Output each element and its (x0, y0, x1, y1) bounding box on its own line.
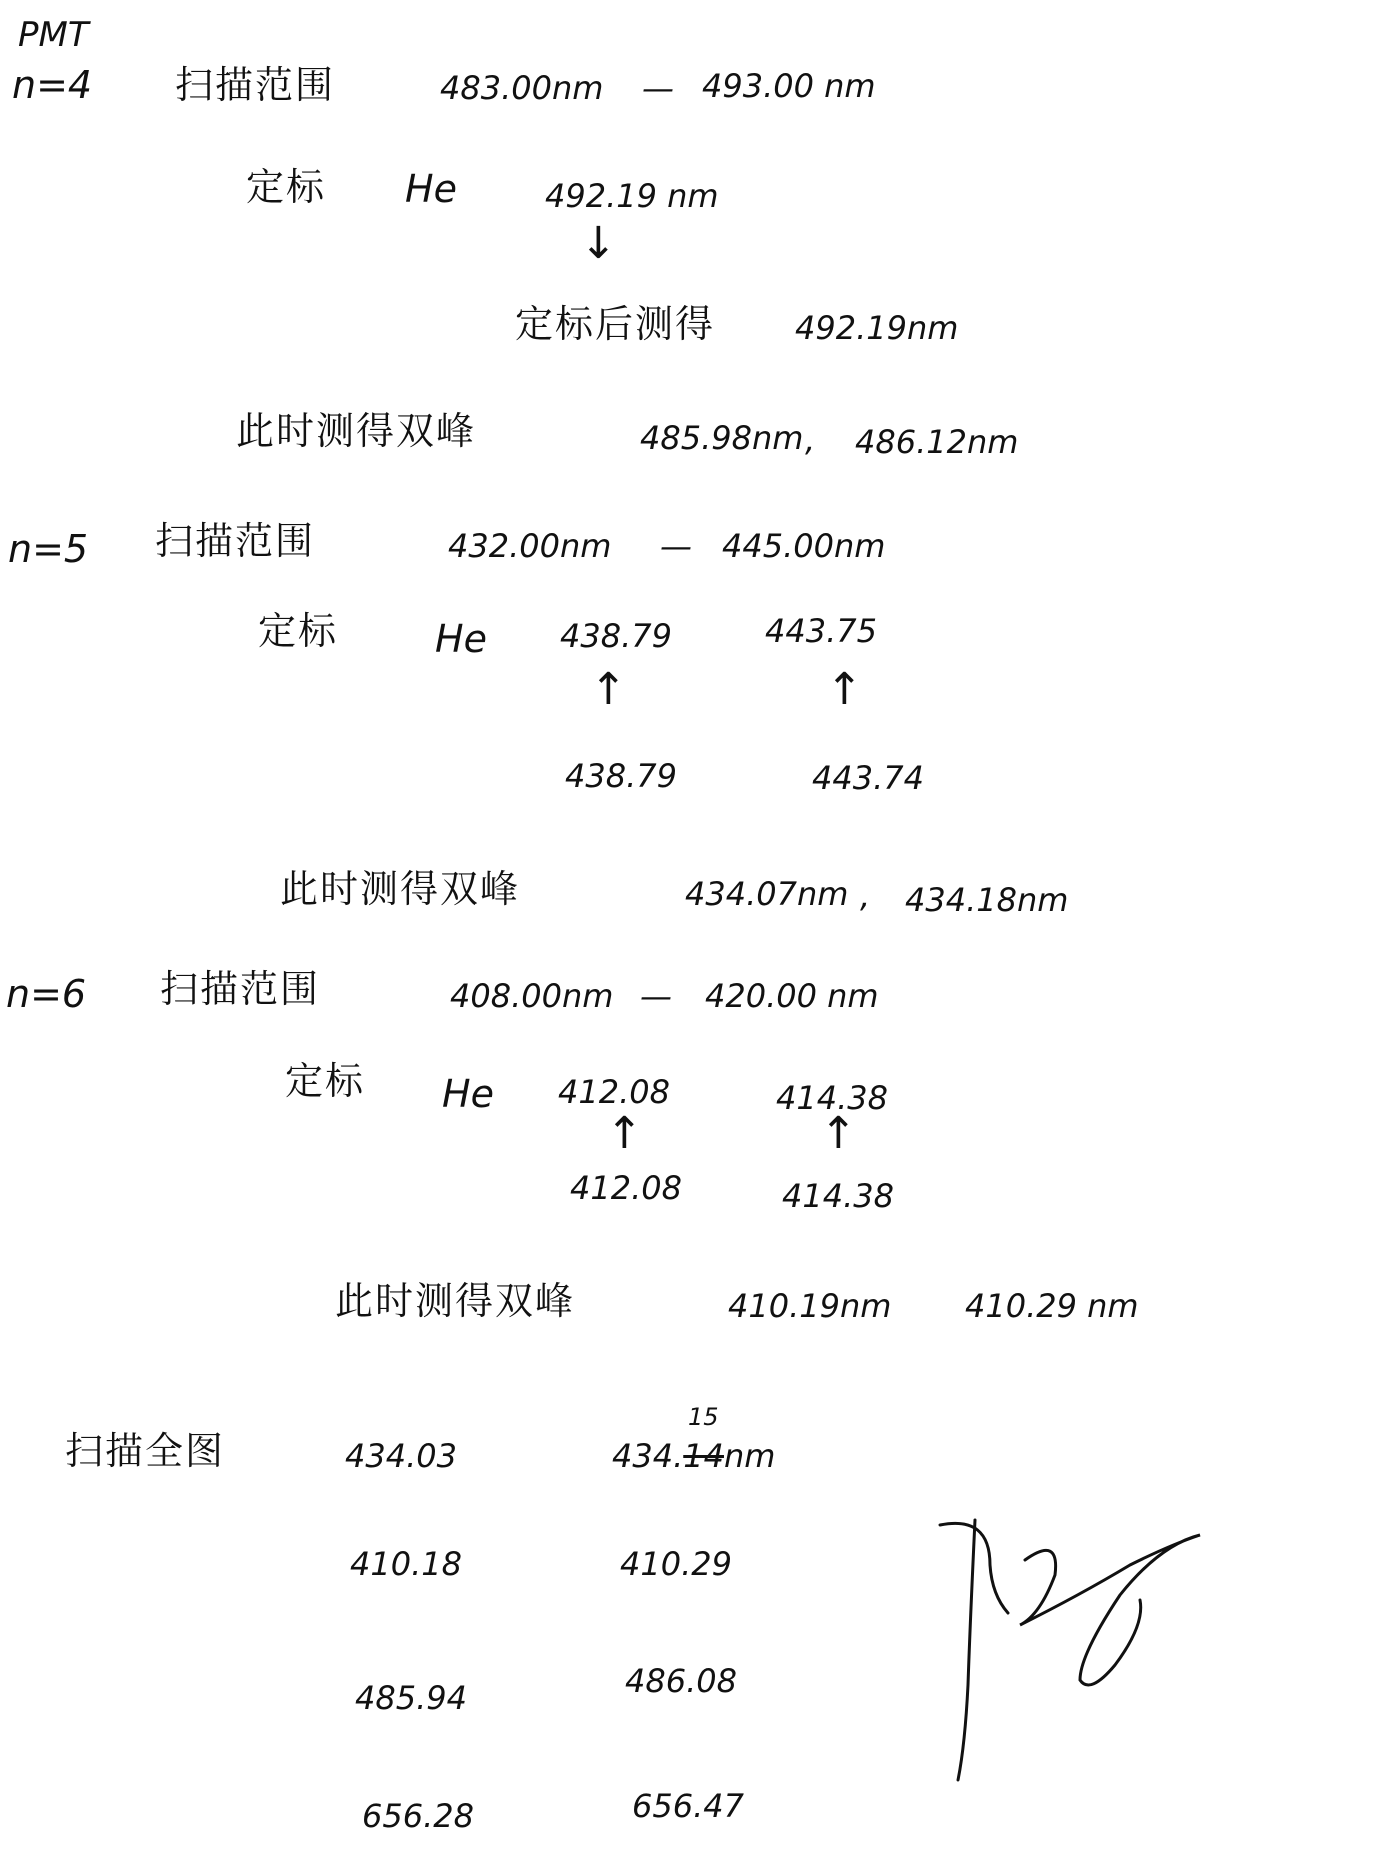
full-scan-row4-left: 656.28 (362, 1797, 474, 1835)
n6-up-arrow-2: ↑ (820, 1108, 857, 1159)
n6-calib-element: He (442, 1072, 494, 1116)
n6-peak-1: 410.19nm (728, 1287, 892, 1325)
full-scan-row1-right-suffix: nm (723, 1437, 776, 1475)
n5-dash: — (660, 527, 692, 565)
n6-calib-label: 定标 (285, 1059, 366, 1103)
n4-scan-range-label: 扫描范围 (175, 63, 336, 107)
n4-calib-element: He (405, 167, 457, 211)
n5-up-arrow-2: ↑ (826, 664, 863, 715)
n5-up-arrow-1: ↑ (590, 664, 627, 715)
n6-dash: — (640, 977, 672, 1015)
n4-scan-end: 493.00 nm (702, 67, 876, 105)
n6-scan-end: 420.00 nm (705, 977, 879, 1015)
n5-scan-end: 445.00nm (722, 527, 886, 565)
n4-scan-start: 483.00nm (440, 69, 604, 107)
n6-meas-1: 412.08 (570, 1169, 682, 1207)
full-scan-row3-right: 486.08 (625, 1662, 737, 1700)
full-scan-correction: 15 (688, 1403, 719, 1431)
n4-after-calib-label: 定标后测得 (515, 302, 716, 346)
full-scan-row2-right: 410.29 (620, 1545, 732, 1583)
n5-scan-start: 432.00nm (448, 527, 612, 565)
n4-down-arrow: ↓ (580, 218, 617, 269)
full-scan-row4-right: 656.47 (632, 1787, 744, 1825)
n5-peak-2: 434.18nm (905, 881, 1069, 919)
n6-scan-start: 408.00nm (450, 977, 614, 1015)
n4-calib-label: 定标 (246, 165, 327, 209)
n5-peak-1: 434.07nm (685, 875, 849, 913)
n6-scan-range-label: 扫描范围 (160, 967, 321, 1011)
n4-dash: — (642, 69, 674, 107)
n5-calib-label: 定标 (258, 609, 339, 653)
n4-peaks-label: 此时测得双峰 (236, 409, 477, 453)
full-scan-row1-right-prefix: 434. (612, 1437, 684, 1475)
signature (930, 1505, 1230, 1795)
n4-calib-value: 492.19 nm (545, 177, 719, 215)
pmt-label: PMT (18, 15, 89, 55)
full-scan-row1-left: 434.03 (345, 1437, 457, 1475)
n4-label: n=4 (12, 63, 93, 107)
n6-ref-1: 412.08 (558, 1073, 670, 1111)
n6-up-arrow-1: ↑ (606, 1108, 643, 1159)
n5-meas-1: 438.79 (565, 757, 677, 795)
n6-label: n=6 (6, 972, 87, 1016)
n6-ref-2: 414.38 (776, 1079, 888, 1117)
n6-peaks-label: 此时测得双峰 (335, 1279, 576, 1323)
n5-peaks-label: 此时测得双峰 (280, 867, 521, 911)
full-scan-row1-right-struck: 14 (683, 1437, 724, 1475)
n5-ref-1: 438.79 (560, 617, 672, 655)
n4-peak-1: 485.98nm (640, 419, 804, 457)
n5-label: n=5 (8, 527, 89, 571)
full-scan-row1-right (612, 1437, 776, 1475)
full-scan-row2-left: 410.18 (350, 1545, 462, 1583)
n6-peak-2: 410.29 nm (965, 1287, 1139, 1325)
n4-peak-2: 486.12nm (855, 423, 1019, 461)
n4-after-calib-value: 492.19nm (795, 309, 959, 347)
n5-calib-element: He (435, 617, 487, 661)
full-scan-row3-left: 485.94 (355, 1679, 467, 1717)
n5-meas-2: 443.74 (812, 759, 924, 797)
n4-separator: , (805, 421, 816, 459)
full-scan-label: 扫描全图 (65, 1429, 226, 1473)
n6-meas-2: 414.38 (782, 1177, 894, 1215)
n5-ref-2: 443.75 (765, 612, 877, 650)
n5-separator: , (860, 877, 871, 915)
n5-scan-range-label: 扫描范围 (155, 519, 316, 563)
